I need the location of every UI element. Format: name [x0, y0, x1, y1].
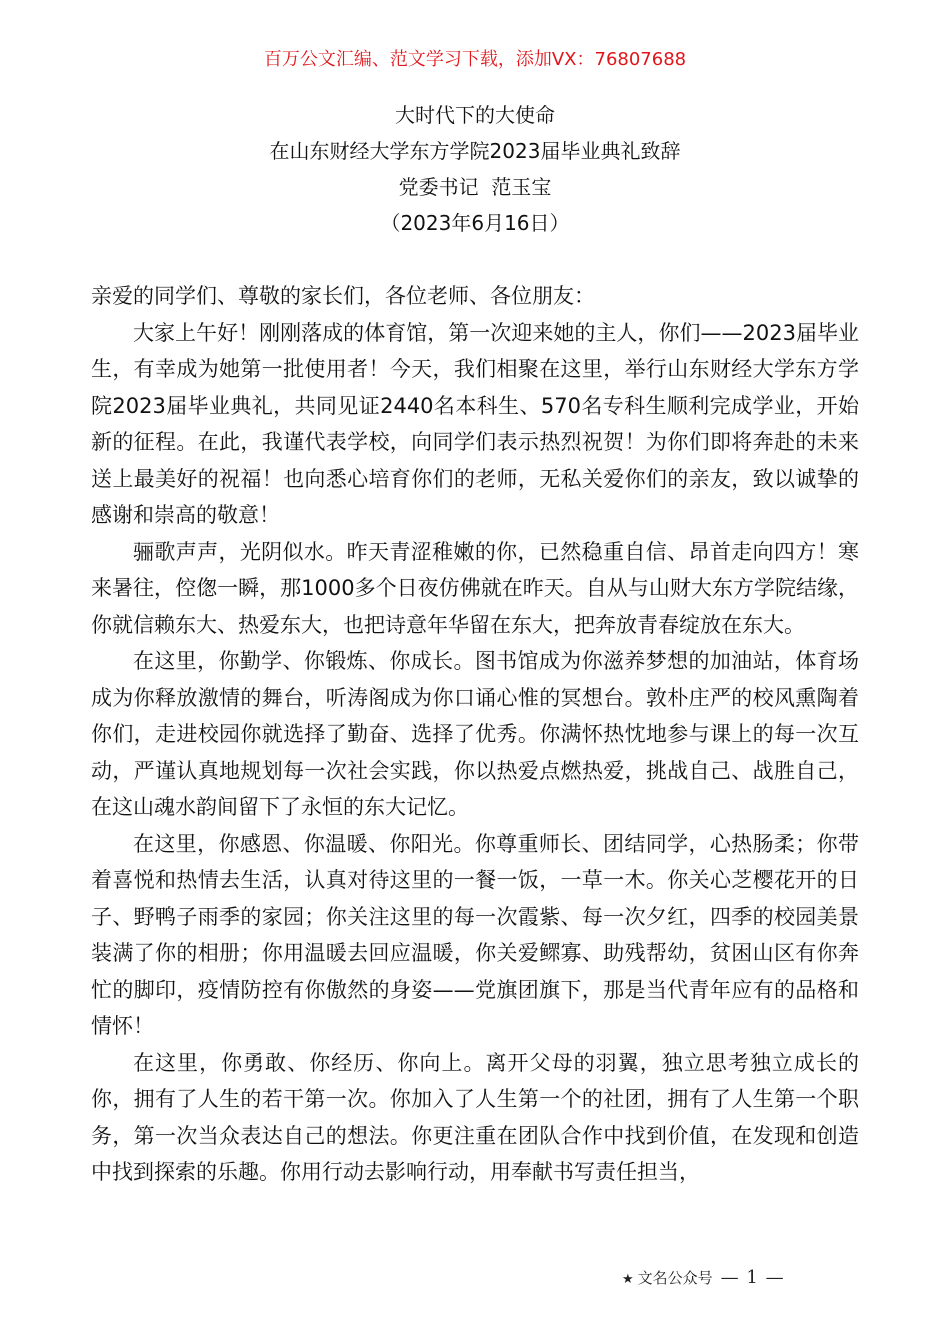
speech-body	[91, 278, 859, 1191]
page-number: — 1 —	[720, 1267, 785, 1288]
body-paragraph: 在这里，你勇敢、你经历、你向上。离开父母的羽翼，独立思考独立成长的你，拥有了人生的若干第一次。你加入了人生第一个的社团，拥有了人生第一个职务，第一次当众表达自己的想法。你更注重在团队合作中找到价值，在发现和创造中找到探索的乐趣。你用行动去影响行动，用奉献书写责任担当，	[91, 1050, 859, 1184]
watermark-banner: 百万公文汇编、范文学习下载，添加VX：76807688	[263, 49, 687, 70]
page-footer	[622, 1266, 785, 1292]
speech-date: （2023年6月16日）	[380, 211, 570, 235]
footer-label: 文名公众号	[637, 1269, 713, 1287]
body-paragraph: 在这里，你勤学、你锻炼、你成长。图书馆成为你滋养梦想的加油站，体育场成为你释放激情的舞台，听涛阁成为你口诵心惟的冥想台。敦朴庄严的校风熏陶着你们，走进校园你就选择了勤奋、选择了优秀。你满怀热忱地参与课上的每一次互动，严谨认真地规划每一次社会实践，你以热爱点燃热爱，挑战自己、战胜自己，在这山魂水韵间留下了永恒的东大记忆。	[91, 649, 859, 819]
body-paragraph: 骊歌声声，光阴似水。昨天青涩稚嫩的你，已然稳重自信、昂首走向四方！寒来暑往，倥偬一瞬，那1000多个日夜仿佛就在昨天。自从与山财大东方学院结缘，你就信赖东大、热爱东大，也把诗意年华留在东大，把奔放青春绽放在东大。	[91, 539, 859, 637]
body-paragraph: 大家上午好！刚刚落成的体育馆，第一次迎来她的主人，你们——2023届毕业生，有幸成为她第一批使用者！今天，我们相聚在这里，举行山东财经大学东方学院2023届毕业典礼，共同见证2440名本科生、570名专科生顺利完成学业，开始新的征程。在此，我谨代表学校，向同学们表示热烈祝贺！为你们即将奔赴的未来送上最美好的祝福！也向悉心培育你们的老师，无私关爱你们的亲友，致以诚挚的感谢和崇高的敬意！	[91, 320, 859, 527]
body-paragraph: 在这里，你感恩、你温暖、你阳光。你尊重师长、团结同学，心热肠柔；你带着喜悦和热情去生活，认真对待这里的一餐一饭，一草一木。你关心芝樱花开的日子、野鸭子雨季的家园；你关注这里的每一次霞紫、每一次夕红，四季的校园美景装满了你的相册；你用温暖去回应温暖，你关爱鳏寡、助残帮幼，贫困山区有你奔忙的脚印，疫情防控有你傲然的身姿——党旗团旗下，那是当代青年应有的品格和情怀！	[91, 831, 859, 1038]
speech-subtitle: 在山东财经大学东方学院2023届毕业典礼致辞	[269, 139, 681, 163]
star-icon: ★	[622, 1272, 634, 1287]
greeting-paragraph: 亲爱的同学们、尊敬的家长们，各位老师、各位朋友：	[91, 284, 595, 308]
speaker-line: 党委书记 范玉宝	[398, 175, 552, 199]
speech-title-block	[0, 97, 950, 241]
speech-title: 大时代下的大使命	[395, 103, 555, 127]
